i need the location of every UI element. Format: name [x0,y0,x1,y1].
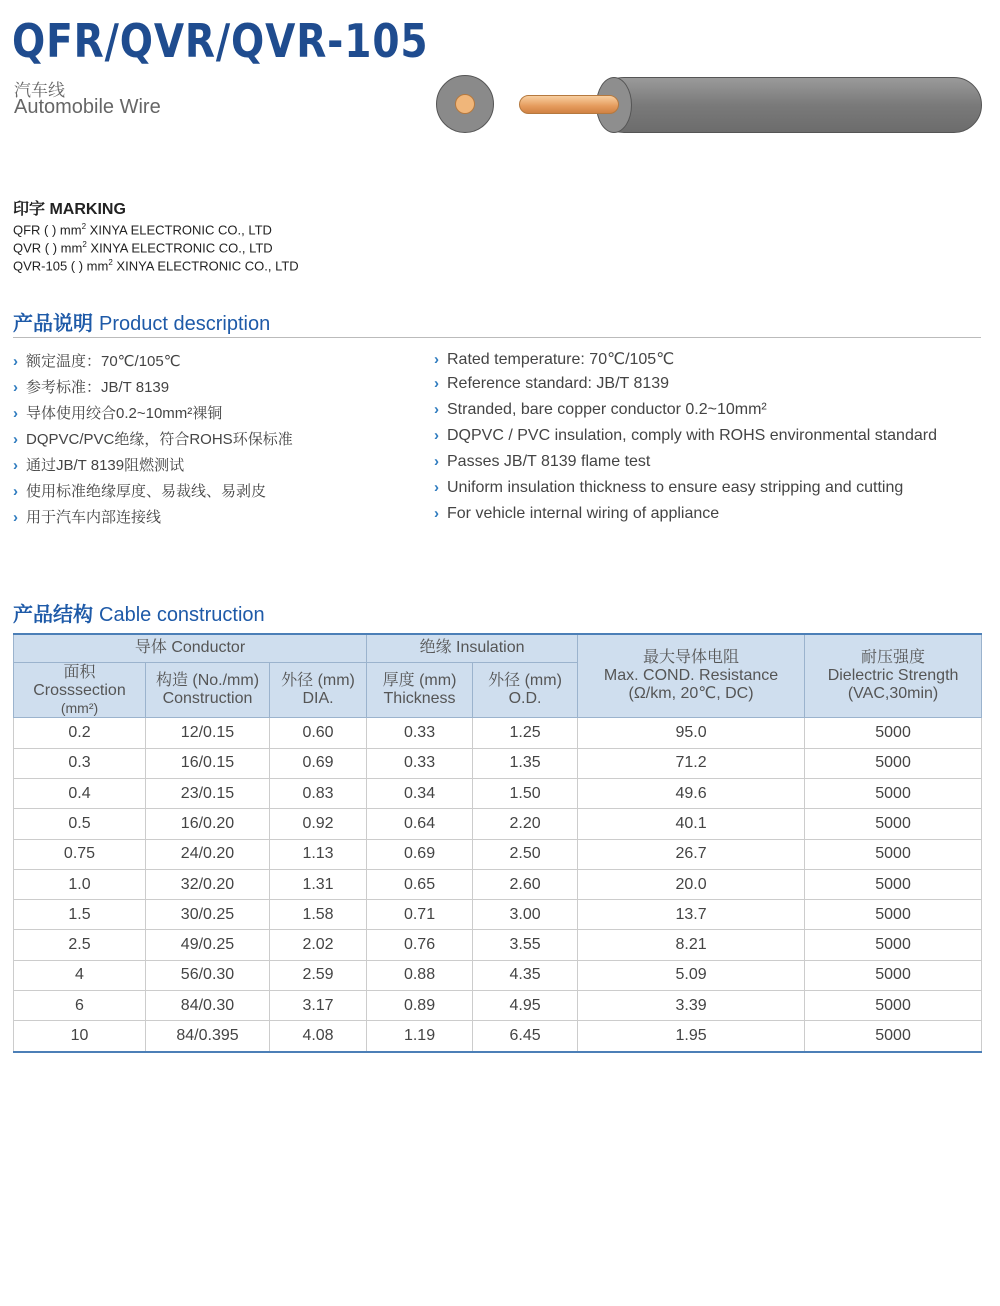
thickness-cell: 0.33 [367,718,473,748]
resistance-cell: 1.95 [578,1021,805,1052]
chevron-right-icon: › [434,351,439,368]
dielectric-strength-cell: 5000 [805,778,982,808]
dielectric-strength-cell: 5000 [805,900,982,930]
conductor-dia-cell: 1.31 [270,869,367,899]
crosssection-cell: 0.4 [14,778,146,808]
construction-cell: 56/0.30 [146,960,270,990]
description-item-en: › Passes JB/T 8139 flame test [434,453,651,470]
conductor-dia-cell: 0.60 [270,718,367,748]
table-row [14,1021,982,1052]
subtitle-english: Automobile Wire [14,96,161,118]
resistance-cell: 3.39 [578,991,805,1021]
outer-diameter-cell: 1.50 [473,778,578,808]
marking-line: QVR ( ) $mm^2$ XINYA ELECTRONIC CO., LTD [13,240,273,256]
outer-diameter-cell: 3.55 [473,930,578,960]
thickness-cell: 0.88 [367,960,473,990]
thickness-cell: 0.34 [367,778,473,808]
construction-cell: 49/0.25 [146,930,270,960]
table-row [14,960,982,990]
description-item-en: › Stranded, bare copper conductor 0.2~10mm² [434,401,767,418]
description-item-en: › Rated temperature: 70℃/105℃ [434,351,675,368]
chevron-right-icon: › [434,427,439,444]
resistance-cell: 71.2 [578,748,805,778]
crosssection-cell: 1.0 [14,869,146,899]
chevron-right-icon: › [434,505,439,522]
construction-cell: 16/0.15 [146,748,270,778]
construction-cell: 16/0.20 [146,809,270,839]
outer-diameter-cell: 1.35 [473,748,578,778]
outer-diameter-cell: 4.95 [473,991,578,1021]
crosssection-cell: 0.2 [14,718,146,748]
thickness-cell: 0.33 [367,748,473,778]
table-row [14,718,982,748]
resistance-cell: 20.0 [578,869,805,899]
construction-header: 构造 (No./mm) Construction [146,662,270,718]
description-item-cn: › 额定温度：70℃/105℃ [13,353,181,370]
chevron-right-icon: › [13,457,18,474]
construction-cell: 12/0.15 [146,718,270,748]
crosssection-header: 面积 Crosssection (mm²) [14,662,146,718]
resistance-cell: 26.7 [578,839,805,869]
description-item-en: › For vehicle internal wiring of appliance [434,505,720,522]
wire-cross-section-image [436,75,494,133]
resistance-cell: 95.0 [578,718,805,748]
thickness-cell: 0.71 [367,900,473,930]
crosssection-cell: 0.75 [14,839,146,869]
conductor-group-header: 导体 Conductor [14,634,367,662]
chevron-right-icon: › [13,509,18,526]
dielectric-strength-cell: 5000 [805,718,982,748]
outer-diameter-cell: 2.60 [473,869,578,899]
conductor-dia-cell: 3.17 [270,991,367,1021]
conductor-dia-cell: 0.69 [270,748,367,778]
construction-cell: 32/0.20 [146,869,270,899]
marking-line: QVR-105 ( ) $mm^2$ XINYA ELECTRONIC CO., LTD [13,258,299,274]
outer-diameter-cell: 1.25 [473,718,578,748]
crosssection-cell: 10 [14,1021,146,1052]
chevron-right-icon: › [434,479,439,496]
conductor-dia-cell: 2.59 [270,960,367,990]
resistance-cell: 49.6 [578,778,805,808]
construction-cell: 30/0.25 [146,900,270,930]
outer-diameter-cell: 6.45 [473,1021,578,1052]
chevron-right-icon: › [13,405,18,422]
dielectric-strength-cell: 5000 [805,960,982,990]
subtitle-chinese: 汽车线 [14,81,65,100]
wire-copper-conductor-image [519,95,619,114]
chevron-right-icon: › [434,453,439,470]
conductor-dia-cell: 4.08 [270,1021,367,1052]
description-item-cn: › DQPVC/PVC绝缘，符合ROHS环保标准 [13,431,293,448]
thickness-cell: 0.89 [367,991,473,1021]
conductor-dia-cell: 1.58 [270,900,367,930]
resistance-cell: 13.7 [578,900,805,930]
cable-construction-table [13,633,982,1053]
construction-cell: 23/0.15 [146,778,270,808]
outer-diameter-header: 外径 (mm) O.D. [473,662,578,718]
description-item-en: › Uniform insulation thickness to ensure easy stripping and cutting [434,479,904,496]
conductor-dia-cell: 0.83 [270,778,367,808]
table-row [14,900,982,930]
product-description-heading: 产品说明 Product description [13,313,271,335]
thickness-cell: 0.69 [367,839,473,869]
crosssection-cell: 1.5 [14,900,146,930]
crosssection-cell: 2.5 [14,930,146,960]
resistance-cell: 5.09 [578,960,805,990]
insulation-group-header: 绝缘 Insulation [367,634,578,662]
crosssection-cell: 0.5 [14,809,146,839]
dielectric-strength-cell: 5000 [805,809,982,839]
thickness-cell: 1.19 [367,1021,473,1052]
table-row [14,930,982,960]
thickness-header: 厚度 (mm) Thickness [367,662,473,718]
copper-core [455,94,475,114]
dielectric-strength-cell: 5000 [805,930,982,960]
table-row [14,809,982,839]
conductor-dia-cell: 0.92 [270,809,367,839]
dielectric-strength-cell: 5000 [805,748,982,778]
dielectric-strength-cell: 5000 [805,869,982,899]
marking-line: QFR ( ) $mm^2$ XINYA ELECTRONIC CO., LTD [13,222,272,238]
chevron-right-icon: › [13,431,18,448]
page-title: QFR/QVR/QVR-105 [12,14,429,68]
crosssection-cell: 4 [14,960,146,990]
construction-cell: 24/0.20 [146,839,270,869]
chevron-right-icon: › [434,401,439,418]
description-item-cn: › 导体使用绞合0.2~10mm²裸铜 [13,405,223,422]
chevron-right-icon: › [13,353,18,370]
resistance-cell: 40.1 [578,809,805,839]
cable-construction-heading: 产品结构 Cable construction [13,604,265,626]
crosssection-cell: 0.3 [14,748,146,778]
table-row [14,748,982,778]
outer-diameter-cell: 2.20 [473,809,578,839]
wire-insulation-image [596,77,982,133]
dielectric-strength-cell: 5000 [805,991,982,1021]
crosssection-cell: 6 [14,991,146,1021]
table-row [14,869,982,899]
table-row [14,991,982,1021]
description-item-cn: › 通过JB/T 8139阻燃测试 [13,457,185,474]
thickness-cell: 0.76 [367,930,473,960]
description-item-en: › DQPVC / PVC insulation, comply with ROHS environmental standard [434,427,937,444]
outer-diameter-cell: 2.50 [473,839,578,869]
conductor-dia-cell: 1.13 [270,839,367,869]
outer-diameter-cell: 3.00 [473,900,578,930]
thickness-cell: 0.64 [367,809,473,839]
thickness-cell: 0.65 [367,869,473,899]
description-item-cn: › 用于汽车内部连接线 [13,509,162,526]
resistance-header: 最大导体电阻 Max. COND. Resistance (Ω/km, 20℃, DC) [578,634,805,718]
description-item-cn: › 参考标准：JB/T 8139 [13,379,170,396]
dielectric-strength-cell: 5000 [805,1021,982,1052]
conductor-dia-header: 外径 (mm) DIA. [270,662,367,718]
table-row [14,839,982,869]
description-item-cn: › 使用标准绝缘厚度、易裁线、易剥皮 [13,483,267,500]
table-row [14,778,982,808]
dielectric-strength-header: 耐压强度 Dielectric Strength (VAC,30min) [805,634,982,718]
marking-heading: 印字 MARKING [13,201,126,218]
description-item-en: › Reference standard: JB/T 8139 [434,375,670,392]
chevron-right-icon: › [13,483,18,500]
construction-cell: 84/0.30 [146,991,270,1021]
outer-diameter-cell: 4.35 [473,960,578,990]
resistance-cell: 8.21 [578,930,805,960]
chevron-right-icon: › [13,379,18,396]
divider [13,337,981,338]
dielectric-strength-cell: 5000 [805,839,982,869]
chevron-right-icon: › [434,375,439,392]
construction-cell: 84/0.395 [146,1021,270,1052]
conductor-dia-cell: 2.02 [270,930,367,960]
